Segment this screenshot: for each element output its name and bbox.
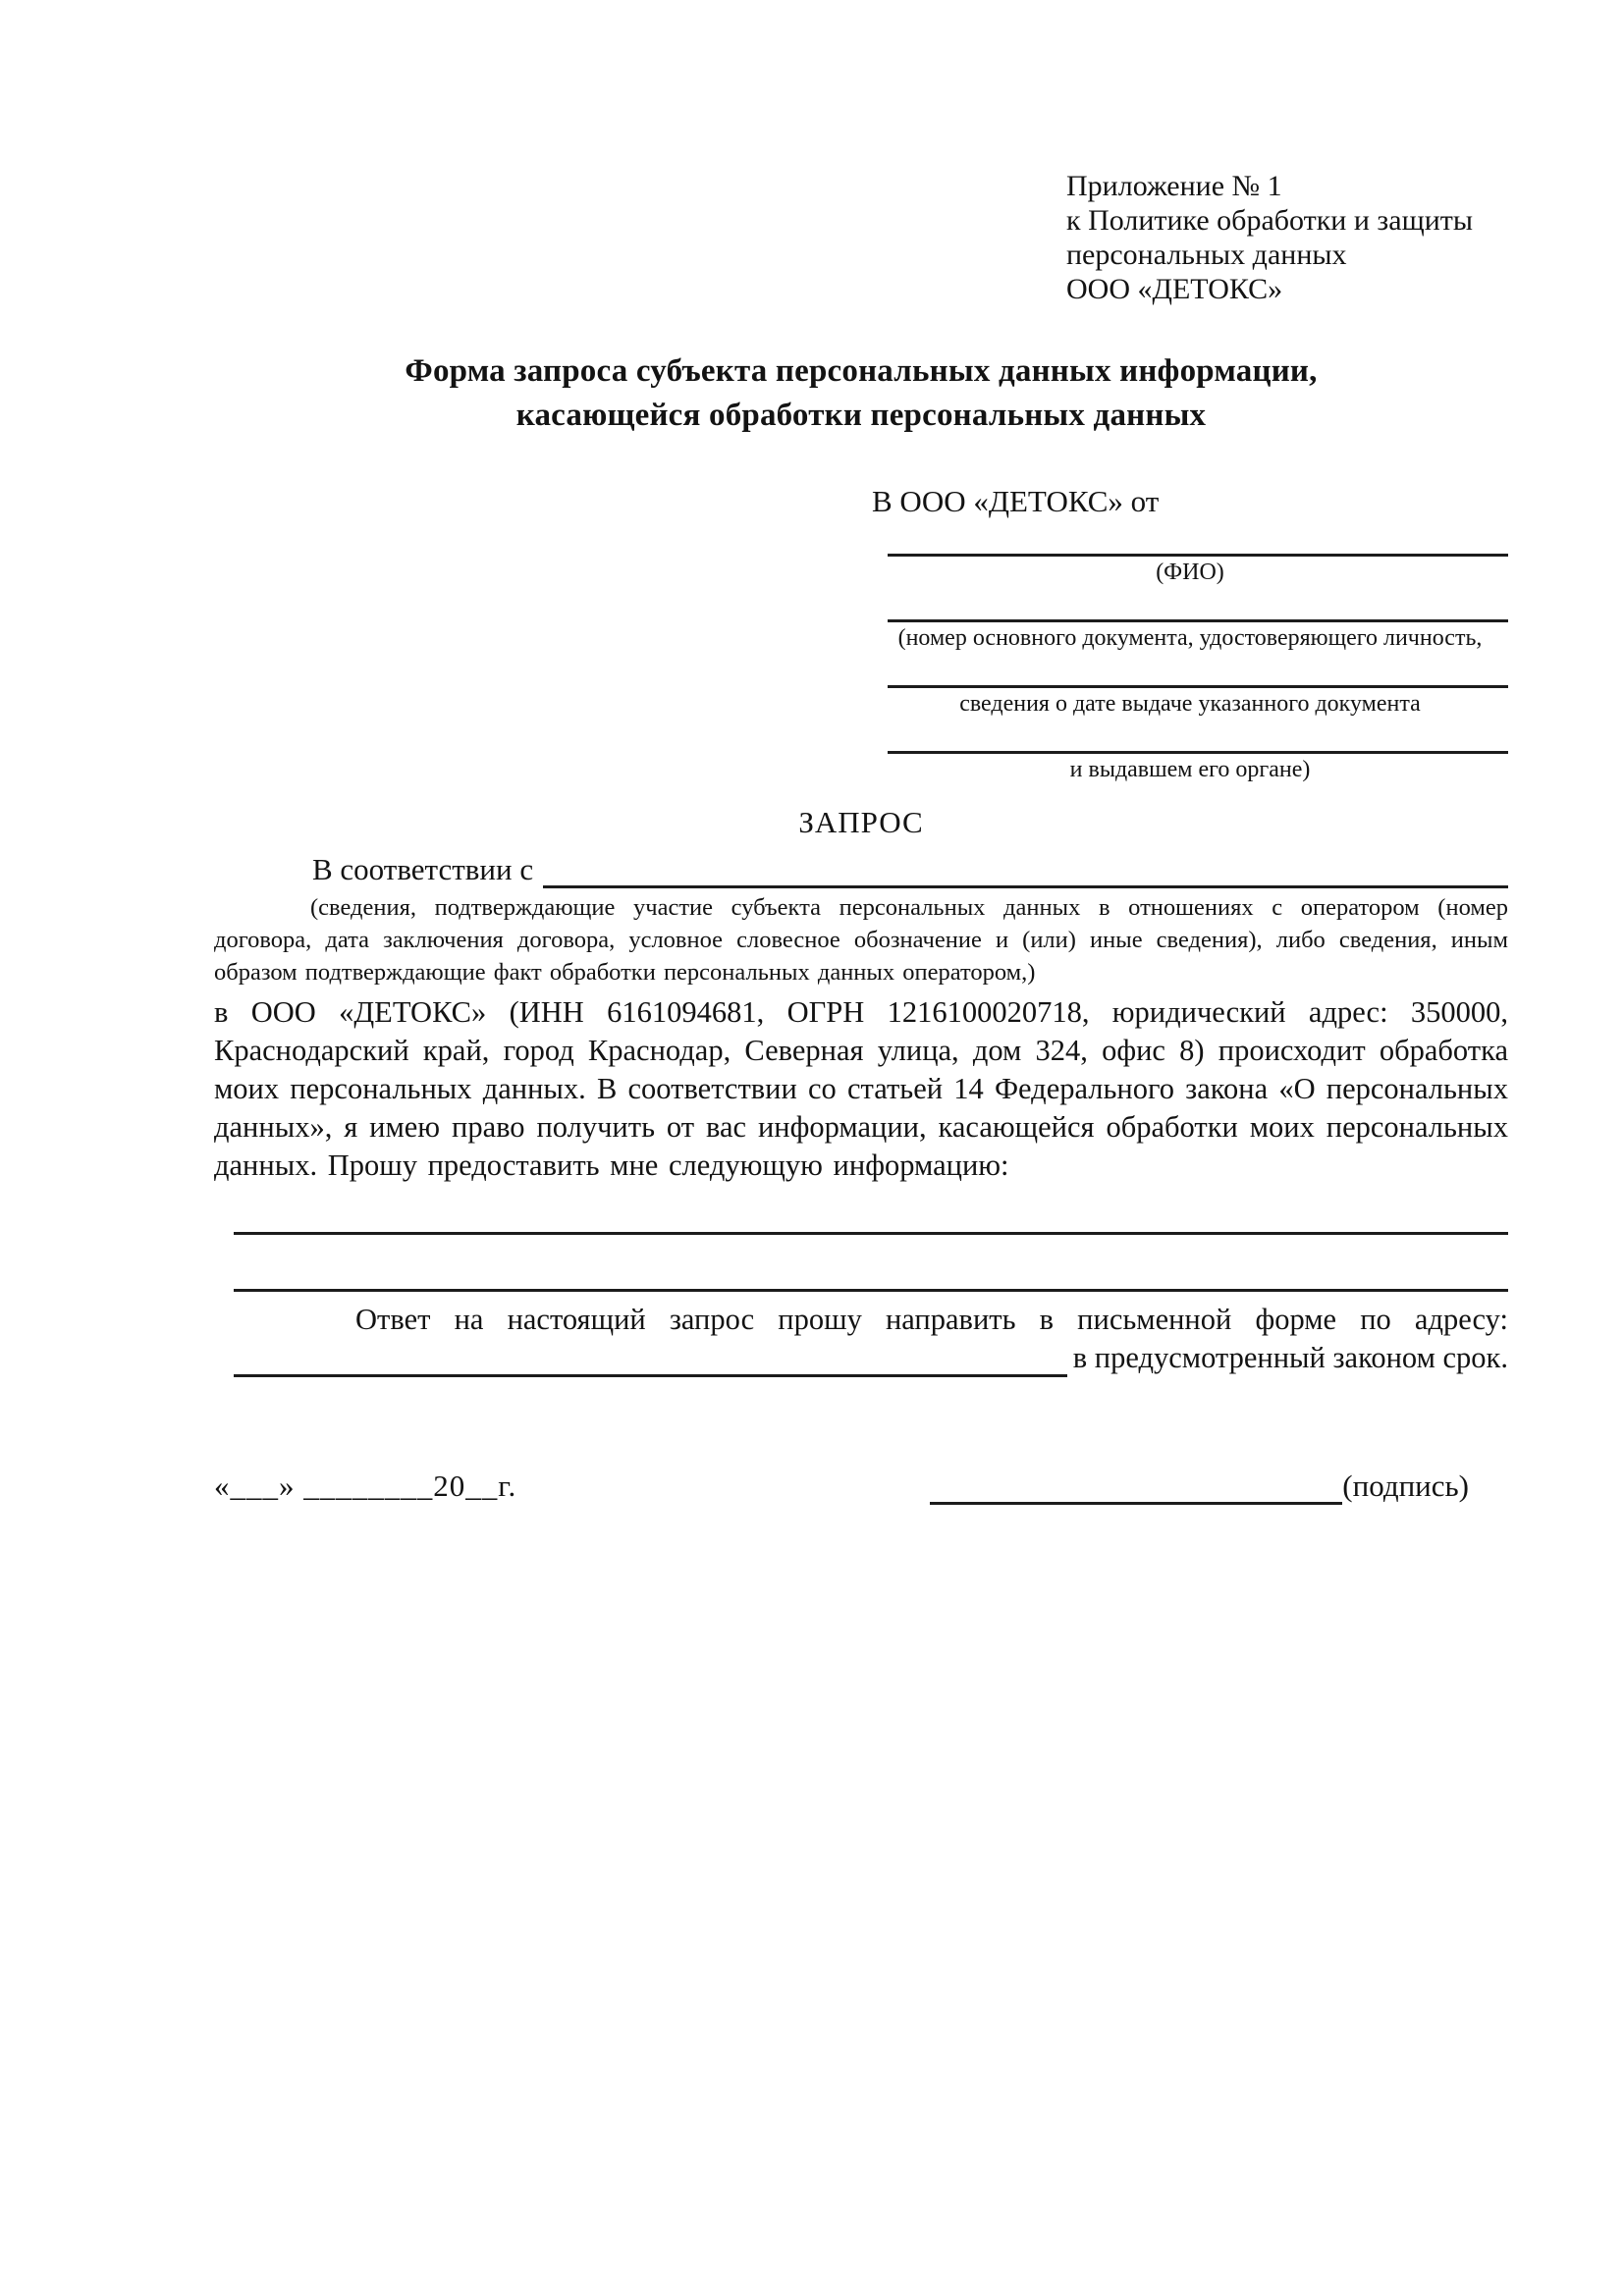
appendix-line-2: к Политике обработки и защиты — [1066, 204, 1474, 237]
address-input-line[interactable] — [234, 1348, 1067, 1377]
document-number-field — [872, 591, 1508, 653]
appendix-line-4: ООО «ДЕТОКС» — [1066, 273, 1283, 305]
signature-group — [930, 1468, 1469, 1505]
issuing-authority-caption: и выдавшем его органе) — [1069, 757, 1311, 782]
signature-row — [214, 1468, 1508, 1505]
issue-date-field — [872, 657, 1508, 719]
info-input-line-1[interactable] — [234, 1232, 1508, 1235]
fio-input-line[interactable] — [888, 525, 1508, 557]
basis-lead-text: В соответствии с — [312, 852, 534, 886]
reply-paragraph: Ответ на настоящий запрос прошу направить в письменной форме по адресу: — [355, 1303, 1508, 1336]
form-title-line-1: Форма запроса субъекта персональных данных информации, — [405, 353, 1318, 389]
basis-row — [214, 851, 1508, 888]
document-number-input-line[interactable] — [888, 591, 1508, 622]
issuing-authority-input-line[interactable] — [888, 722, 1508, 754]
appendix-line-3: персональных данных — [1066, 239, 1347, 271]
info-input-line-2[interactable] — [234, 1289, 1508, 1292]
basis-note: (сведения, подтверждающие участие субъекта персональных данных в отношениях с оператором (номер договора, дата заключения договора, условное словесное обозначение и (или) иные сведения), либо сведения, иным образом подтверждающие факт обработки персональных данных оператором,) — [214, 894, 1508, 986]
appendix-header — [1066, 169, 1508, 306]
addressee-to-line: В ООО «ДЕТОКС» от — [872, 484, 1160, 518]
signature-input-line[interactable] — [930, 1475, 1342, 1505]
form-title — [214, 349, 1508, 438]
issue-date-input-line[interactable] — [888, 657, 1508, 688]
reply-tail-text: в предусмотренный законом срок. — [1072, 1341, 1508, 1374]
addressee-block — [872, 483, 1508, 784]
document-number-caption: (номер основного документа, удостоверяющего личность, — [897, 625, 1483, 651]
appendix-line-1: Приложение № 1 — [1066, 170, 1282, 202]
issuing-authority-field — [872, 722, 1508, 784]
issue-date-caption: сведения о дате выдаче указанного документа — [959, 691, 1421, 717]
form-title-line-2: касающейся обработки персональных данных — [515, 398, 1207, 433]
date-field[interactable]: «___» ________20__г. — [214, 1468, 517, 1503]
body-paragraph: в ООО «ДЕТОКС» (ИНН 6161094681, ОГРН 1216100020718, юридический адрес: 350000, Краснодарский край, город Краснодар, Северная улица, дом 324, офис 8) происходит обработка моих персональных данных. В соответствии со статьей 14 Федерального закона «О персональных данных», я имею право получить от вас информации, касающейся обработки моих персональных данных. Прошу предоставить мне следующую информацию: — [214, 995, 1508, 1182]
signature-caption: (подпись) — [1342, 1468, 1469, 1503]
fio-caption: (ФИО) — [1156, 560, 1224, 585]
request-heading: ЗАПРОС — [798, 805, 924, 839]
basis-input-line[interactable] — [543, 859, 1508, 888]
reply-address-row — [214, 1339, 1508, 1377]
fio-field — [872, 525, 1508, 587]
